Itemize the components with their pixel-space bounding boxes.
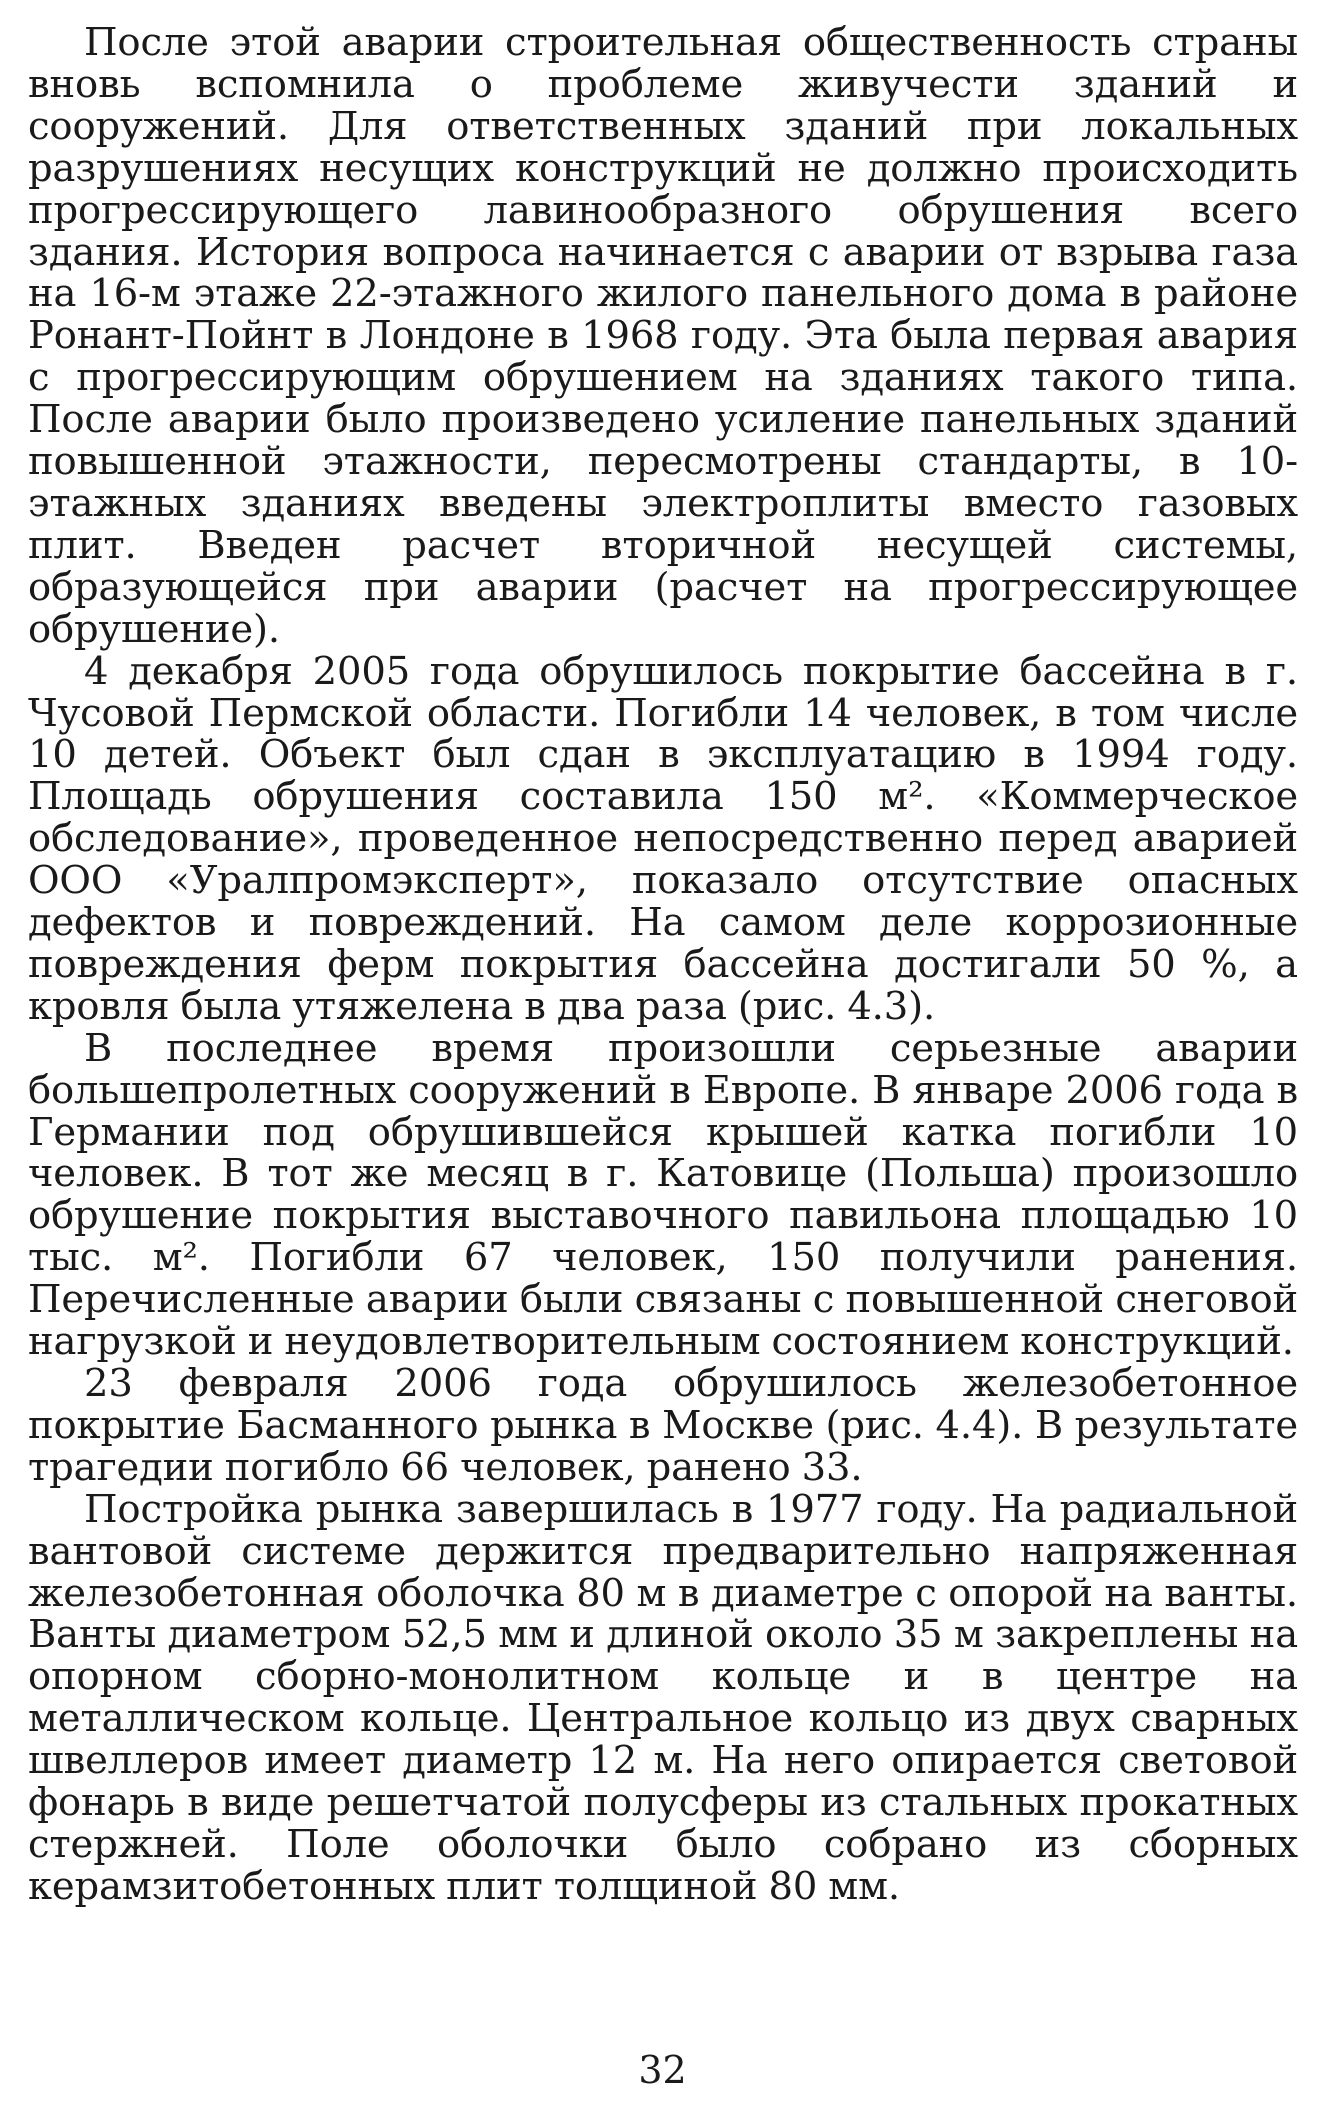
page-body	[28, 22, 1298, 1908]
paragraph-4: 23 февраля 2006 года обрушилось железобетонное покрытие Басманного рынка в Москве (рис. 4.4). В результате трагедии погибло 66 человек, ранено 33.	[28, 1361, 1298, 1490]
paragraph-1: После этой аварии строительная общественность страны вновь вспомнила о проблеме живучести зданий и сооружений. Для ответственных зданий при локальных разрушениях несущих конструкций не должно происходить прогрессирующего лавинообразного обрушения всего здания. История вопроса начинается с аварии от взрыва газа на 16-м этаже 22-этажного жилого панельного дома в районе Ронант-Пойнт в Лондоне в 1968 году. Эта была первая авария с прогрессирующим обрушением на зданиях такого типа. После аварии было произведено усиление панельных зданий повышенной этажности, пересмотрены стандарты, в 10-этажных зданиях введены электроплиты вместо газовых плит. Введен расчет вторичной несущей системы, образующейся при аварии (расчет на прогрессирующее обрушение).	[28, 20, 1298, 652]
paragraph-3: В последнее время произошли серьезные аварии большепролетных сооружений в Европе. В январе 2006 года в Германии под обрушившейся крышей катка погибли 10 человек. В тот же месяц в г. Катовице (Польша) произошло обрушение покрытия выставочного павильона площадью 10 тыс. м². Погибли 67 человек, 150 получили ранения. Перечисленные аварии были связаны с повышенной снеговой нагрузкой и неудовлетворительным состоянием конструкций.	[28, 1025, 1298, 1365]
paragraph-5: Постройка рынка завершилась в 1977 году. На радиальной вантовой системе держится предварительно напряженная железобетонная оболочка 80 м в диаметре с опорой на ванты. Ванты диаметром 52,5 мм и длиной около 35 м закреплены на опорном сборно-монолитном кольце и в центре на металлическом кольце. Центральное кольцо из двух сварных швеллеров имеет диаметр 12 м. На него опирается световой фонарь в виде решетчатой полусферы из стальных прокатных стержней. Поле оболочки было собрано из сборных керамзитобетонных плит толщиной 80 мм.	[28, 1486, 1298, 1909]
paragraph-2: 4 декабря 2005 года обрушилось покрытие бассейна в г. Чусовой Пермской области. Погибли 14 человек, в том числе 10 детей. Объект был сдан в эксплуатацию в 1994 году. Площадь обрушения составила 150 м². «Коммерческое обследование», проведенное непосредственно перед аварией ООО «Уралпромэксперт», показало отсутствие опасных дефектов и повреждений. На самом деле коррозионные повреждения ферм покрытия бассейна достигали 50 %, а кровля была утяжелена в два раза (рис. 4.3).	[28, 648, 1298, 1029]
page-number: 32	[638, 2048, 687, 2092]
